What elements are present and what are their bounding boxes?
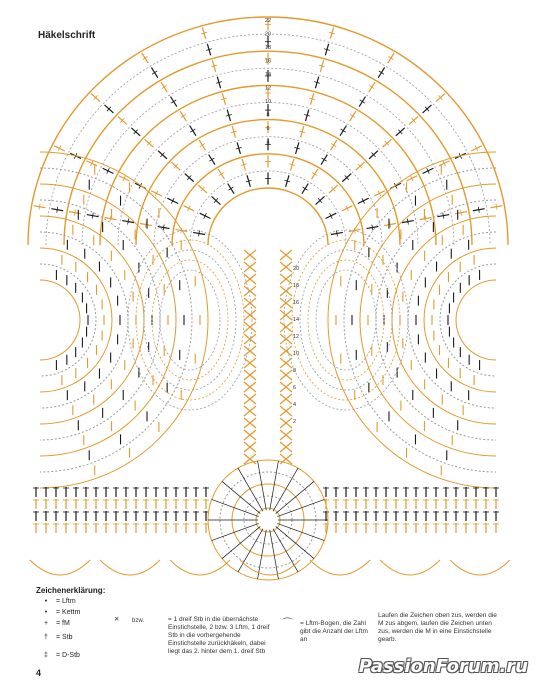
row-number-top: 6 [266,126,270,132]
row-number-top: 14 [264,72,272,78]
side-fan-arc [344,168,496,472]
side-loop [160,270,220,370]
side-loop [152,260,228,380]
side-fan-arc [40,280,80,360]
legend-heading: Zeichenerklärung: [36,586,106,595]
side-loop [308,260,384,380]
row-number-center: 18 [293,283,300,289]
row-number-center: 20 [293,266,300,272]
row-number-top: 18 [264,45,272,51]
stitch-mark [128,219,129,225]
legend-bzw: bzw. [132,618,145,624]
row-number-top: 20 [264,31,272,38]
row-number-center: 2 [293,419,297,425]
stitch-mark [110,216,111,222]
side-loop [284,230,408,410]
stitch-mark [372,225,373,231]
stitch-mark [443,213,444,219]
row-number-top: 12 [264,85,272,92]
side-fan-arc [40,232,128,408]
treble-crochet-icon: ‡ [44,652,48,659]
arc-icon: ⌒ [282,618,293,630]
legend-item-fm: + = fM [40,620,70,627]
row-number-top: 16 [264,58,272,65]
row-number-center: 14 [293,317,300,323]
side-loop [128,230,252,410]
row-number-top: 22 [264,18,272,24]
side-loop [144,250,236,390]
stitch-mark [199,230,200,236]
stitch-mark [163,225,164,231]
side-loop [300,250,392,390]
legend-arc-text: = Lftm-Bogen, die Zahl gibt die Anzahl der Lftm an [300,620,368,643]
legend-note-text: Laufen die Zeichen oben zus, werden die M zus abgem, laufen die Zeichen unten zus, werden die M in eine Einstichstelle gearb. [378,612,497,643]
legend-item-stb: † = Stb [40,634,73,641]
stitch-mark [145,222,146,228]
stitch-mark [390,222,391,228]
chain-stitch-icon: • [44,598,48,605]
scallop [100,560,160,575]
medallion-spoke [212,499,259,516]
medallion-spoke [212,523,259,540]
medallion-spoke [238,468,263,511]
stitch-mark [425,216,426,222]
medallion-ring [256,508,280,532]
legend-cross-stitch-text: = 1 dreif Stb in die übernächste Einstichstelle, 2 bzw. 3 Lftm, 1 dreif Stb in die vorhergehende Einstichstelle zurückhäkeln, dabei liegt das 2. hinter dem 1. dreif Stb [168,616,270,655]
stitch-mark [461,210,462,216]
side-fan-arc [456,280,496,360]
row-number-center: 4 [293,402,297,408]
scallop [380,560,440,575]
double-crochet-icon: † [44,634,48,641]
scallop [310,560,370,575]
row-number-center: 10 [293,351,300,357]
stitch-mark [336,230,337,236]
row-number-center: 8 [293,368,297,374]
stitch-mark [39,204,40,210]
chart-title: Häkelschrift [38,30,96,41]
stitch-mark [57,207,58,213]
row-number-center: 12 [293,334,300,340]
row-number-top: 8 [266,112,270,119]
stitch-mark [478,207,479,213]
legend-item-lftm: • = Lftm [40,598,76,605]
round-arc [154,137,382,245]
side-fan-arc [408,232,496,408]
legend-item-dstb: ‡ = D-Stb [40,652,80,659]
row-number-center: 16 [293,300,300,306]
page-number: 4 [36,668,42,678]
scallop [30,560,90,575]
legend-item-kettm: • = Kettm [40,609,80,616]
medallion-spoke [238,529,263,572]
stitch-mark [92,213,93,219]
single-crochet-icon: + [43,620,49,627]
scallop [450,560,510,575]
watermark: PassionForum.ru [358,656,528,677]
side-loop [316,270,376,370]
medallion-spoke [277,499,324,516]
slip-stitch-icon: • [44,609,48,616]
stitch-mark [407,219,408,225]
row-number-center: 6 [293,385,297,391]
round-arc [208,188,328,245]
cross-stitch-icon: ✕ [114,616,120,623]
side-fan-arc [40,168,192,472]
row-number-top: 4 [266,139,270,146]
stitch-mark [496,204,497,210]
scallop [170,560,230,575]
stitch-mark [74,210,75,216]
medallion-spoke [273,468,298,511]
row-number-top: 10 [264,99,272,105]
medallion-spoke [277,523,324,540]
